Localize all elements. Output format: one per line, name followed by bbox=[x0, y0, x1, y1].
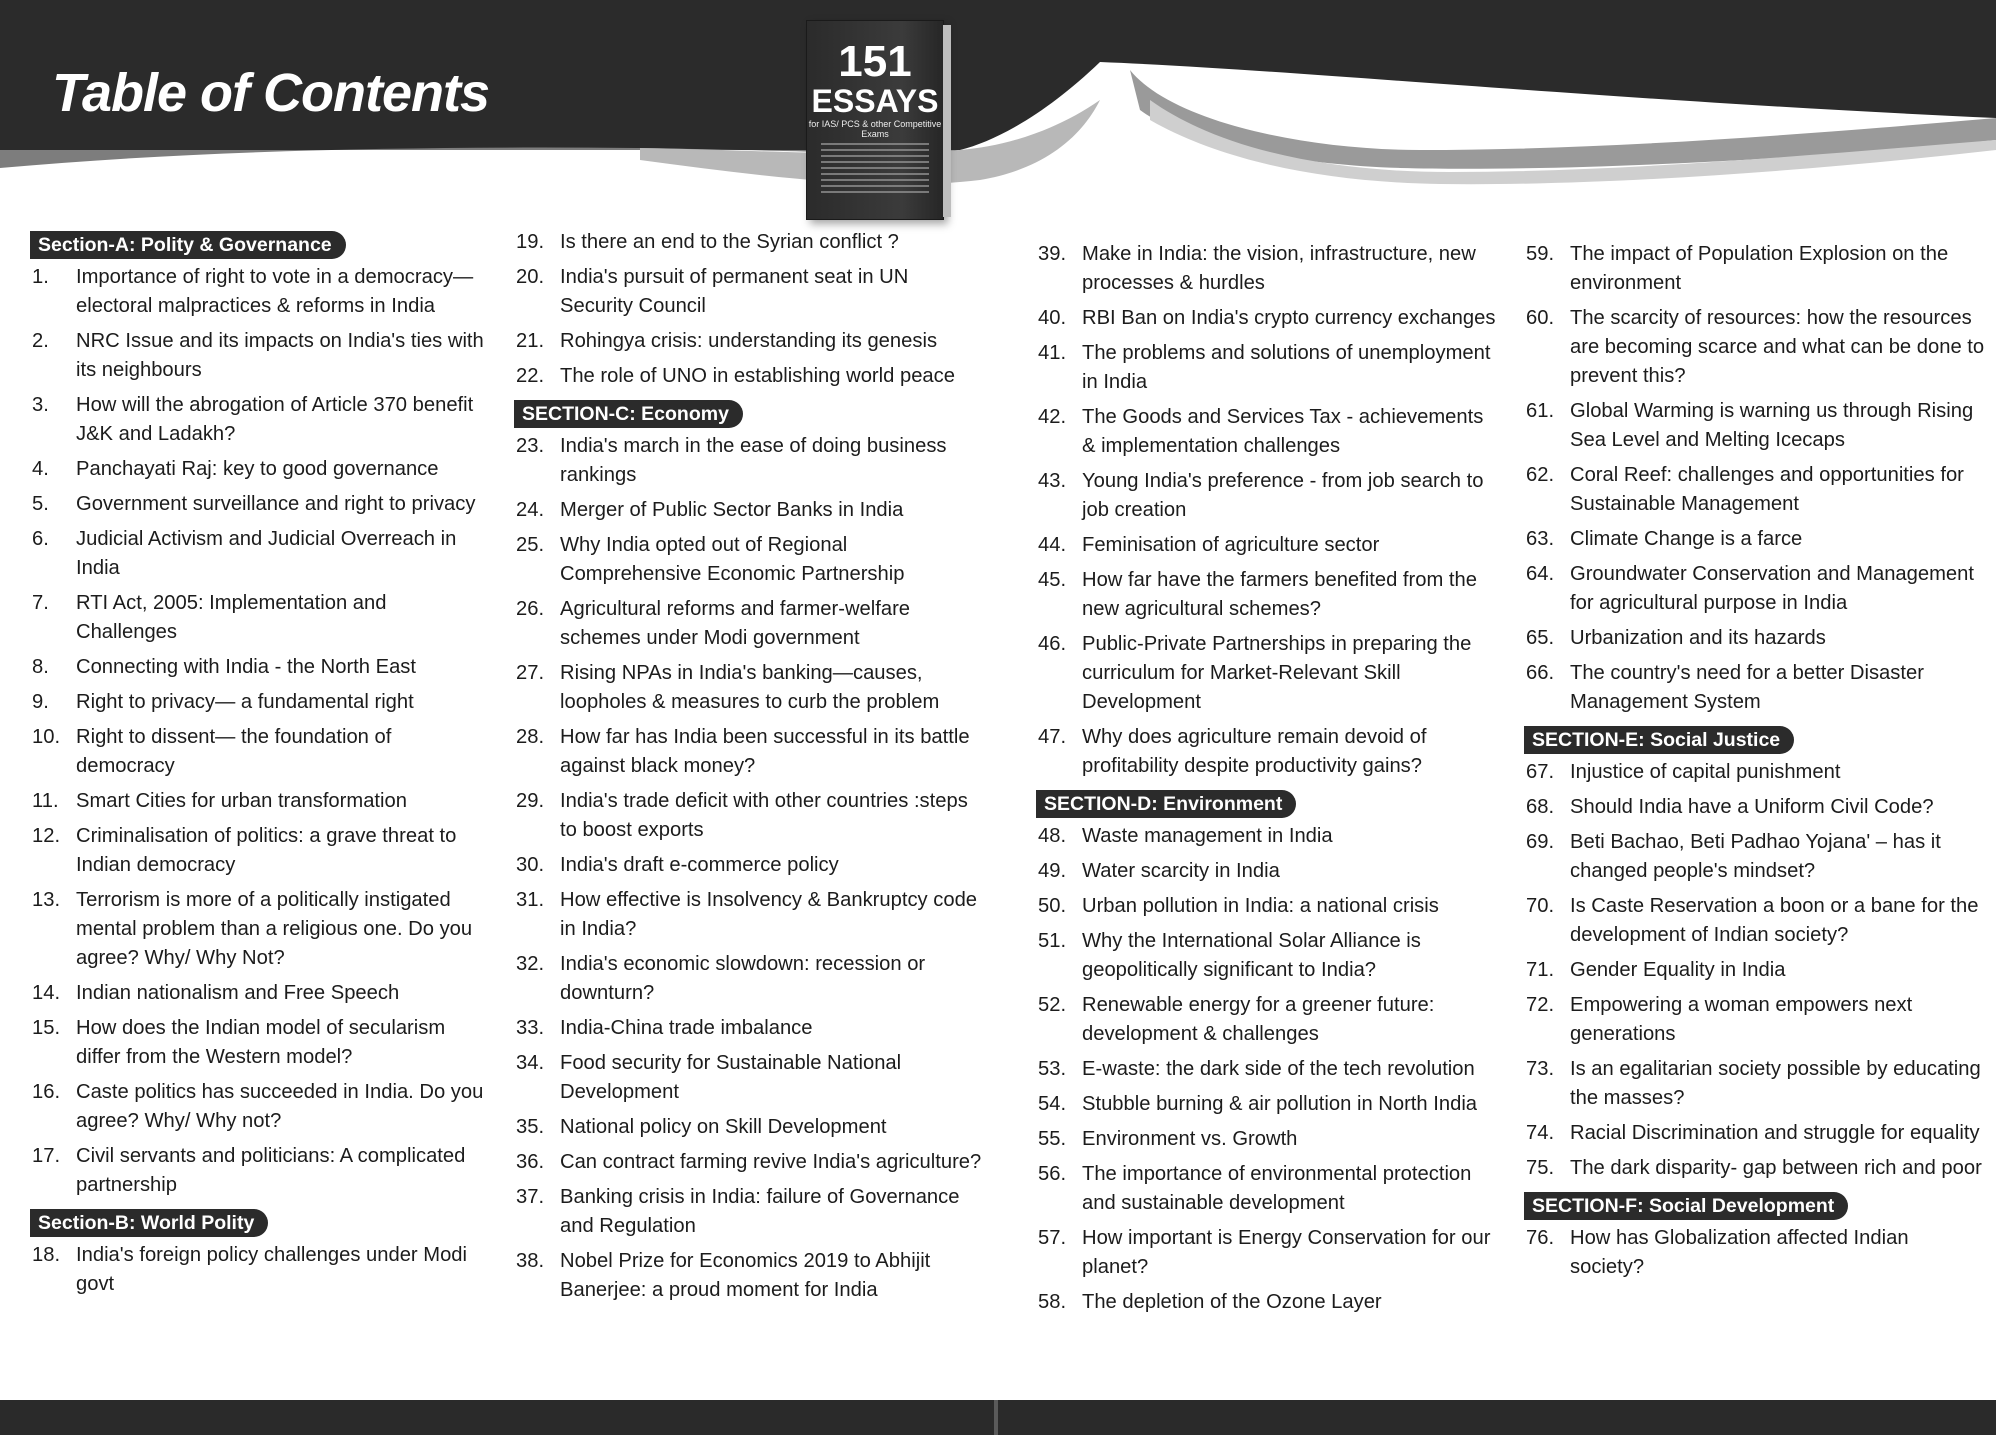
entry-number: 70. bbox=[1526, 895, 1555, 917]
entry-title: The role of UNO in establishing world peace bbox=[560, 365, 955, 387]
toc-entry bbox=[1526, 892, 1986, 950]
entry-number: 44. bbox=[1038, 534, 1067, 556]
entry-number: 26. bbox=[516, 598, 545, 620]
entry-title: Gender Equality in India bbox=[1570, 959, 1786, 981]
entry-title: E-waste: the dark side of the tech revolution bbox=[1082, 1058, 1475, 1080]
footer-bar bbox=[0, 1400, 1996, 1435]
entry-number: 14. bbox=[32, 982, 61, 1004]
entry-number: 63. bbox=[1526, 528, 1555, 550]
toc-entry bbox=[32, 455, 492, 484]
toc-entry bbox=[32, 1078, 492, 1136]
entry-number: 75. bbox=[1526, 1157, 1555, 1179]
entry-title: India's march in the ease of doing business rankings bbox=[560, 435, 947, 486]
toc-entry bbox=[1038, 822, 1498, 851]
entry-number: 48. bbox=[1038, 825, 1067, 847]
toc-entry bbox=[1038, 566, 1498, 624]
toc-entry bbox=[1038, 1224, 1498, 1282]
entry-number: 43. bbox=[1038, 470, 1067, 492]
toc-entry bbox=[1526, 1154, 1986, 1183]
book-word: ESSAYS bbox=[811, 83, 939, 119]
entry-title: Public-Private Partnerships in preparing the curriculum for Market-Relevant Skill Development bbox=[1082, 633, 1472, 713]
toc-entry bbox=[1526, 397, 1986, 455]
entry-number: 37. bbox=[516, 1186, 545, 1208]
section-header: SECTION-E: Social Justice bbox=[1524, 726, 1794, 754]
entry-title: RBI Ban on India's crypto currency exchanges bbox=[1082, 307, 1496, 329]
book-spine bbox=[943, 25, 951, 217]
entry-title: Should India have a Uniform Civil Code? bbox=[1570, 796, 1934, 818]
toc-entry bbox=[1526, 525, 1986, 554]
entry-title: India's draft e-commerce policy bbox=[560, 854, 839, 876]
entry-title: India's economic slowdown: recession or downturn? bbox=[560, 953, 926, 1004]
entry-title: Is Caste Reservation a boon or a bane for the development of Indian society? bbox=[1570, 895, 1979, 946]
entry-title: Right to dissent— the foundation of democracy bbox=[76, 726, 392, 777]
entry-number: 61. bbox=[1526, 400, 1555, 422]
entry-title: Panchayati Raj: key to good governance bbox=[76, 458, 439, 480]
entry-number: 22. bbox=[516, 365, 545, 387]
toc-entry bbox=[516, 327, 986, 356]
entry-title: Feminisation of agriculture sector bbox=[1082, 534, 1380, 556]
entry-number: 38. bbox=[516, 1250, 545, 1272]
entry-number: 73. bbox=[1526, 1058, 1555, 1080]
entry-title: India's foreign policy challenges under Modi govt bbox=[76, 1244, 468, 1295]
entry-number: 74. bbox=[1526, 1122, 1555, 1144]
entry-title: Climate Change is a farce bbox=[1570, 528, 1803, 550]
toc-entry bbox=[516, 659, 986, 717]
entry-title: The scarcity of resources: how the resources are becoming scarce and what can be done to prevent this? bbox=[1570, 307, 1985, 387]
entry-title: Why India opted out of Regional Comprehensive Economic Partnership bbox=[560, 534, 905, 585]
entry-number: 15. bbox=[32, 1017, 61, 1039]
entry-title: Stubble burning & air pollution in North India bbox=[1082, 1093, 1478, 1115]
entry-number: 23. bbox=[516, 435, 545, 457]
entry-title: Food security for Sustainable National Development bbox=[560, 1052, 902, 1103]
entry-title: Judicial Activism and Judicial Overreach in India bbox=[76, 528, 457, 579]
toc-entry bbox=[516, 496, 986, 525]
entry-number: 68. bbox=[1526, 796, 1555, 818]
entry-number: 42. bbox=[1038, 406, 1067, 428]
entry-number: 4. bbox=[32, 458, 49, 480]
entry-title: Can contract farming revive India's agriculture? bbox=[560, 1151, 982, 1173]
entry-number: 62. bbox=[1526, 464, 1555, 486]
toc-entry bbox=[1038, 304, 1498, 333]
entry-title: Global Warming is warning us through Rising Sea Level and Melting Icecaps bbox=[1570, 400, 1974, 451]
entry-number: 36. bbox=[516, 1151, 545, 1173]
entry-title: Civil servants and politicians: A complicated partnership bbox=[76, 1145, 466, 1196]
toc-entry bbox=[32, 787, 492, 816]
toc-entry bbox=[516, 432, 986, 490]
entry-number: 33. bbox=[516, 1017, 545, 1039]
entry-title: Terrorism is more of a politically instigated mental problem than a religious one. Do you agree? Why/ Why Not? bbox=[76, 889, 473, 969]
toc-column-1 bbox=[32, 228, 492, 1305]
toc-entry bbox=[32, 525, 492, 583]
entry-title: How will the abrogation of Article 370 benefit J&K and Ladakh? bbox=[76, 394, 474, 445]
toc-entry bbox=[1038, 339, 1498, 397]
toc-entry bbox=[516, 1183, 986, 1241]
entry-number: 16. bbox=[32, 1081, 61, 1103]
entry-number: 28. bbox=[516, 726, 545, 748]
entry-title: Banking crisis in India: failure of Governance and Regulation bbox=[560, 1186, 960, 1237]
entry-number: 46. bbox=[1038, 633, 1067, 655]
entry-title: India's pursuit of permanent seat in UN Security Council bbox=[560, 266, 909, 317]
entry-title: Criminalisation of politics: a grave threat to Indian democracy bbox=[76, 825, 457, 876]
toc-entry bbox=[516, 263, 986, 321]
entry-title: Importance of right to vote in a democracy— electoral malpractices & reforms in India bbox=[76, 266, 474, 317]
toc-entry bbox=[1526, 304, 1986, 391]
toc-entry bbox=[1526, 560, 1986, 618]
entry-title: Waste management in India bbox=[1082, 825, 1333, 847]
toc-entry bbox=[516, 886, 986, 944]
entry-title: Government surveillance and right to privacy bbox=[76, 493, 476, 515]
toc-column-3 bbox=[1038, 240, 1498, 1323]
toc-entry bbox=[32, 653, 492, 682]
entry-number: 6. bbox=[32, 528, 49, 550]
entry-number: 13. bbox=[32, 889, 61, 911]
toc-entry bbox=[32, 822, 492, 880]
entry-number: 40. bbox=[1038, 307, 1067, 329]
entry-number: 66. bbox=[1526, 662, 1555, 684]
toc-entry bbox=[516, 1148, 986, 1177]
toc-entry bbox=[1038, 892, 1498, 921]
entry-number: 50. bbox=[1038, 895, 1067, 917]
toc-entry bbox=[1526, 461, 1986, 519]
entry-title: National policy on Skill Development bbox=[560, 1116, 887, 1138]
book-number: 151 bbox=[838, 37, 912, 86]
entry-title: Merger of Public Sector Banks in India bbox=[560, 499, 904, 521]
entry-title: Urban pollution in India: a national crisis bbox=[1082, 895, 1439, 917]
toc-entry bbox=[32, 263, 492, 321]
entry-title: Rising NPAs in India's banking—causes, loopholes & measures to curb the problem bbox=[560, 662, 940, 713]
entry-number: 65. bbox=[1526, 627, 1555, 649]
toc-entry bbox=[1038, 1160, 1498, 1218]
toc-entry bbox=[32, 589, 492, 647]
entry-number: 18. bbox=[32, 1244, 61, 1266]
entry-number: 19. bbox=[516, 231, 545, 253]
toc-entry bbox=[1038, 1090, 1498, 1119]
section-header: SECTION-F: Social Development bbox=[1524, 1192, 1848, 1220]
entry-number: 8. bbox=[32, 656, 49, 678]
entry-number: 7. bbox=[32, 592, 49, 614]
entry-number: 30. bbox=[516, 854, 545, 876]
toc-entry bbox=[1526, 793, 1986, 822]
entry-title: How important is Energy Conservation for our planet? bbox=[1082, 1227, 1491, 1278]
toc-entry bbox=[1526, 828, 1986, 886]
toc-entry bbox=[1038, 403, 1498, 461]
toc-entry bbox=[32, 1241, 492, 1299]
entry-number: 24. bbox=[516, 499, 545, 521]
entry-number: 59. bbox=[1526, 243, 1555, 265]
entry-number: 58. bbox=[1038, 1291, 1067, 1313]
toc-entry bbox=[516, 228, 986, 257]
entry-number: 47. bbox=[1038, 726, 1067, 748]
entry-title: How has Globalization affected Indian society? bbox=[1570, 1227, 1909, 1278]
entry-title: Urbanization and its hazards bbox=[1570, 627, 1826, 649]
entry-number: 71. bbox=[1526, 959, 1555, 981]
toc-entry bbox=[1526, 624, 1986, 653]
entry-title: Caste politics has succeeded in India. Do you agree? Why/ Why not? bbox=[76, 1081, 484, 1132]
section-header: SECTION-C: Economy bbox=[514, 400, 743, 428]
book-cover bbox=[806, 20, 944, 220]
entry-title: The depletion of the Ozone Layer bbox=[1082, 1291, 1382, 1313]
section-header: Section-B: World Polity bbox=[30, 1209, 268, 1237]
entry-number: 12. bbox=[32, 825, 61, 847]
entry-number: 29. bbox=[516, 790, 545, 812]
entry-title: Why does agriculture remain devoid of profitability despite productivity gains? bbox=[1082, 726, 1427, 777]
toc-entry bbox=[1038, 467, 1498, 525]
toc-entry bbox=[1526, 659, 1986, 717]
entry-number: 9. bbox=[32, 691, 49, 713]
entry-number: 52. bbox=[1038, 994, 1067, 1016]
page-title: Table of Contents bbox=[52, 63, 489, 123]
entry-number: 57. bbox=[1038, 1227, 1067, 1249]
toc-entry bbox=[1526, 758, 1986, 787]
toc-entry bbox=[516, 1247, 986, 1305]
toc-entry bbox=[1526, 1119, 1986, 1148]
entry-title: Make in India: the vision, infrastructure, new processes & hurdles bbox=[1082, 243, 1476, 294]
toc-entry bbox=[1038, 857, 1498, 886]
entry-title: The country's need for a better Disaster Management System bbox=[1570, 662, 1924, 713]
toc-entry bbox=[1038, 991, 1498, 1049]
entry-number: 55. bbox=[1038, 1128, 1067, 1150]
entry-number: 25. bbox=[516, 534, 545, 556]
toc-entry bbox=[32, 979, 492, 1008]
entry-title: The dark disparity- gap between rich and poor bbox=[1570, 1157, 1982, 1179]
entry-title: Is there an end to the Syrian conflict ? bbox=[560, 231, 899, 253]
entry-title: The Goods and Services Tax - achievements & implementation challenges bbox=[1082, 406, 1484, 457]
toc-entry bbox=[32, 1014, 492, 1072]
toc-column-2 bbox=[516, 228, 986, 1311]
entry-number: 5. bbox=[32, 493, 49, 515]
page-gutter-divider bbox=[994, 1400, 998, 1435]
entry-number: 2. bbox=[32, 330, 49, 352]
entry-title: Empowering a woman empowers next generations bbox=[1570, 994, 1913, 1045]
entry-title: Groundwater Conservation and Management for agricultural purpose in India bbox=[1570, 563, 1974, 614]
entry-title: Connecting with India - the North East bbox=[76, 656, 417, 678]
toc-entry bbox=[516, 787, 986, 845]
toc-entry bbox=[516, 362, 986, 391]
entry-title: India's trade deficit with other countries :steps to boost exports bbox=[560, 790, 968, 841]
entry-number: 67. bbox=[1526, 761, 1555, 783]
toc-entry bbox=[516, 723, 986, 781]
toc-entry bbox=[516, 1014, 986, 1043]
entry-title: Water scarcity in India bbox=[1082, 860, 1280, 882]
entry-title: Renewable energy for a greener future: development & challenges bbox=[1082, 994, 1435, 1045]
entry-number: 76. bbox=[1526, 1227, 1555, 1249]
toc-entry bbox=[1038, 630, 1498, 717]
entry-number: 3. bbox=[32, 394, 49, 416]
entry-number: 1. bbox=[32, 266, 49, 288]
toc-entry bbox=[1526, 240, 1986, 298]
entry-number: 72. bbox=[1526, 994, 1555, 1016]
toc-entry bbox=[516, 851, 986, 880]
entry-title: Racial Discrimination and struggle for equality bbox=[1570, 1122, 1980, 1144]
entry-number: 31. bbox=[516, 889, 545, 911]
toc-entry bbox=[32, 327, 492, 385]
toc-entry bbox=[516, 531, 986, 589]
toc-entry bbox=[516, 1113, 986, 1142]
toc-entry bbox=[32, 886, 492, 973]
entry-title: The impact of Population Explosion on the environment bbox=[1570, 243, 1949, 294]
entry-number: 11. bbox=[32, 790, 59, 812]
toc-entry bbox=[1038, 1125, 1498, 1154]
entry-number: 64. bbox=[1526, 563, 1555, 585]
entry-number: 32. bbox=[516, 953, 545, 975]
entry-title: Environment vs. Growth bbox=[1082, 1128, 1298, 1150]
toc-column-4 bbox=[1526, 240, 1986, 1288]
book-cover-text-lines bbox=[821, 143, 929, 195]
entry-title: How effective is Insolvency & Bankruptcy code in India? bbox=[560, 889, 978, 940]
entry-number: 39. bbox=[1038, 243, 1067, 265]
entry-number: 10. bbox=[32, 726, 61, 748]
entry-number: 51. bbox=[1038, 930, 1067, 952]
entry-number: 56. bbox=[1038, 1163, 1067, 1185]
toc-entry bbox=[516, 1049, 986, 1107]
section-header: SECTION-D: Environment bbox=[1036, 790, 1296, 818]
entry-title: Why the International Solar Alliance is geopolitically significant to India? bbox=[1082, 930, 1421, 981]
toc-entry bbox=[1526, 1055, 1986, 1113]
toc-entry bbox=[1526, 956, 1986, 985]
entry-title: NRC Issue and its impacts on India's ties with its neighbours bbox=[76, 330, 484, 381]
entry-title: Is an egalitarian society possible by educating the masses? bbox=[1570, 1058, 1981, 1109]
entry-title: How far have the farmers benefited from the new agricultural schemes? bbox=[1082, 569, 1477, 620]
entry-number: 17. bbox=[32, 1145, 61, 1167]
entry-title: Right to privacy— a fundamental right bbox=[76, 691, 414, 713]
book-subtitle: for IAS/ PCS & other Competitive Exams bbox=[808, 119, 942, 139]
entry-number: 34. bbox=[516, 1052, 545, 1074]
entry-title: Beti Bachao, Beti Padhao Yojana' – has it changed people's mindset? bbox=[1570, 831, 1941, 882]
toc-entry bbox=[32, 1142, 492, 1200]
entry-number: 53. bbox=[1038, 1058, 1067, 1080]
toc-entry bbox=[516, 950, 986, 1008]
toc-entry bbox=[32, 723, 492, 781]
toc-entry bbox=[1526, 991, 1986, 1049]
entry-title: India-China trade imbalance bbox=[560, 1017, 813, 1039]
toc-entry bbox=[32, 391, 492, 449]
toc-entry bbox=[32, 688, 492, 717]
entry-title: Indian nationalism and Free Speech bbox=[76, 982, 400, 1004]
toc-entry bbox=[32, 490, 492, 519]
entry-number: 35. bbox=[516, 1116, 545, 1138]
toc-entry bbox=[516, 595, 986, 653]
entry-title: Young India's preference - from job search to job creation bbox=[1082, 470, 1484, 521]
toc-entry bbox=[1038, 723, 1498, 781]
entry-title: RTI Act, 2005: Implementation and Challenges bbox=[76, 592, 387, 643]
toc-entry bbox=[1038, 1288, 1498, 1317]
entry-number: 27. bbox=[516, 662, 545, 684]
entry-title: Agricultural reforms and farmer-welfare schemes under Modi government bbox=[560, 598, 911, 649]
entry-number: 45. bbox=[1038, 569, 1067, 591]
entry-title: Smart Cities for urban transformation bbox=[76, 790, 407, 812]
entry-number: 54. bbox=[1038, 1093, 1067, 1115]
entry-title: Coral Reef: challenges and opportunities for Sustainable Management bbox=[1570, 464, 1964, 515]
entry-number: 49. bbox=[1038, 860, 1067, 882]
toc-entry bbox=[1038, 1055, 1498, 1084]
entry-number: 20. bbox=[516, 266, 545, 288]
toc-entry bbox=[1526, 1224, 1986, 1282]
entry-title: Injustice of capital punishment bbox=[1570, 761, 1841, 783]
entry-title: How does the Indian model of secularism differ from the Western model? bbox=[76, 1017, 446, 1068]
entry-title: How far has India been successful in its battle against black money? bbox=[560, 726, 970, 777]
entry-title: The importance of environmental protection and sustainable development bbox=[1082, 1163, 1472, 1214]
entry-title: Nobel Prize for Economics 2019 to Abhijit Banerjee: a proud moment for India bbox=[560, 1250, 931, 1301]
entry-number: 60. bbox=[1526, 307, 1555, 329]
toc-entry bbox=[1038, 927, 1498, 985]
toc-entry bbox=[1038, 240, 1498, 298]
entry-number: 69. bbox=[1526, 831, 1555, 853]
entry-number: 21. bbox=[516, 330, 545, 352]
section-header: Section-A: Polity & Governance bbox=[30, 231, 346, 259]
entry-number: 41. bbox=[1038, 342, 1067, 364]
toc-entry bbox=[1038, 531, 1498, 560]
entry-title: The problems and solutions of unemployment in India bbox=[1082, 342, 1491, 393]
entry-title: Rohingya crisis: understanding its genesis bbox=[560, 330, 938, 352]
